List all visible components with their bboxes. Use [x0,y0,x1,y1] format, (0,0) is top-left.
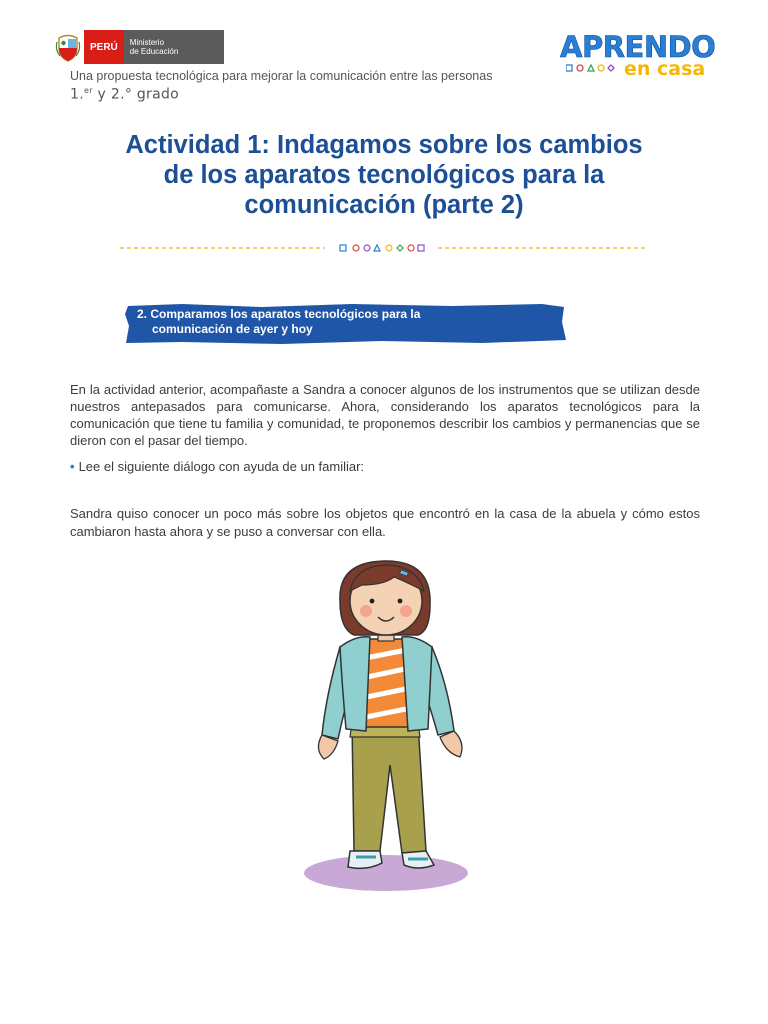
activity-title: Actividad 1: Indagamos sobre los cambios de los aparatos tecnológicos para la comunicación (parte 2) [125,131,643,219]
document-subtitle: Una propuesta tecnológica para mejorar la comunicación entre las personas [70,69,493,83]
aprendo-en-casa-logo [560,30,720,80]
ministry-label: Ministerio de Educación [124,30,224,64]
intro-paragraph: En la actividad anterior, acompañaste a Sandra a conocer algunos de los instrumentos que se utilizan desde nuestros antepasados para comunicarse. Ahora, considerando los aparatos tecnológicos para la comunicación que tiene tu familia y comunidad, te proponemos describir los cambios y permanencias que se dieron con el pasar del tiempo. [70,382,700,448]
sandra-illustration [300,555,480,895]
brand-shapes-icon [566,63,626,75]
grade-label: 1.$^{er}$ y 2.° grado [70,86,180,103]
peru-label: PERÚ [84,30,124,64]
decorative-divider [120,240,650,256]
bullet-icon: • [70,459,75,474]
instruction-bullet: • Lee el siguiente diálogo con ayuda de un familiar: [70,459,365,474]
story-paragraph: Sandra quiso conocer un poco más sobre los objetos que encontró en la casa de la abuela y cómo estos cambiaron hasta ahora y se puso a conversar con ella. [70,506,700,539]
brand-top-text: APRENDO [560,30,716,64]
ministry-logo [52,30,224,64]
section-heading: 2. Comparamos los aparatos tecnológicos para la comunicación de ayer y hoy [137,307,421,336]
coat-of-arms-icon [52,30,84,64]
brand-bottom-text: en casa [624,58,706,80]
